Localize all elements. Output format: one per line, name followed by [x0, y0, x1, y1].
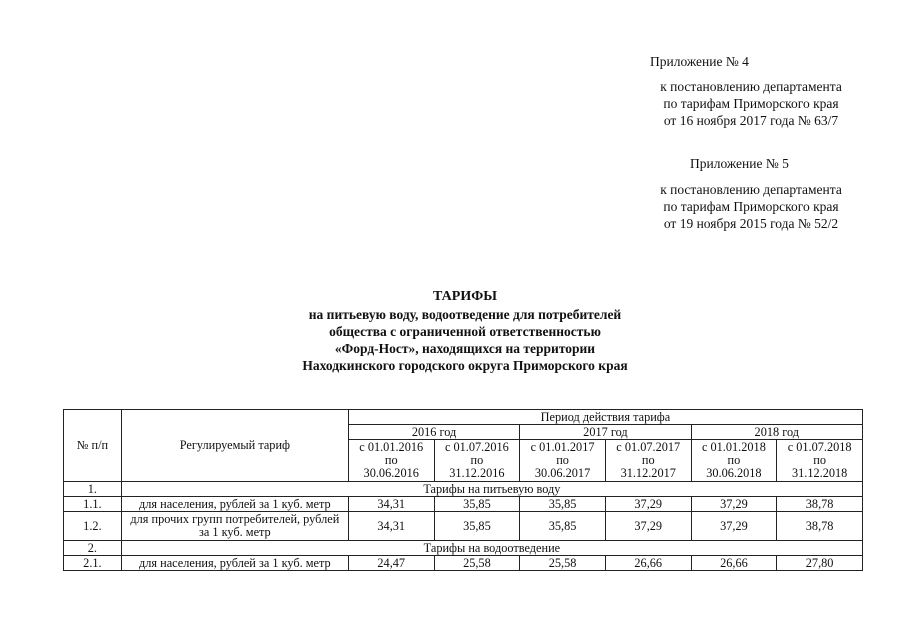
- tariff-value: 35,85: [434, 497, 520, 512]
- period-header: [777, 440, 863, 482]
- tariff-value: 37,29: [691, 512, 777, 541]
- period-header: [348, 440, 434, 482]
- period-from: с 01.01.2017: [530, 440, 595, 454]
- tariff-value: 26,66: [691, 556, 777, 571]
- tariff-value: 37,29: [605, 497, 691, 512]
- period-from: с 01.01.2018: [701, 440, 766, 454]
- appendix-5-line: от 19 ноября 2015 года № 52/2: [663, 216, 839, 231]
- heading-line: на питьевую воду, водоотведение для потребителей: [308, 307, 622, 322]
- section-row: [64, 541, 863, 556]
- heading-line: «Форд-Ност», находящихся на территории: [334, 341, 596, 356]
- tariff-value: 24,47: [348, 556, 434, 571]
- period-to: 30.06.2016: [363, 466, 419, 480]
- tariff-value: 25,58: [434, 556, 520, 571]
- document-heading: [230, 288, 700, 374]
- period-to: 31.12.2016: [449, 466, 505, 480]
- tariff-value: 38,78: [777, 512, 863, 541]
- appendix-4-title: Приложение № 4: [650, 54, 749, 69]
- table-row: [64, 512, 863, 541]
- appendix-4-line: от 16 ноября 2017 года № 63/7: [663, 113, 839, 128]
- section-number: 1.: [64, 482, 122, 497]
- period-from: с 01.01.2016: [359, 440, 424, 454]
- column-header-tariff: Регулируемый тариф: [121, 410, 348, 482]
- period-from: с 01.07.2017: [616, 440, 681, 454]
- tariff-value: 35,85: [520, 497, 606, 512]
- column-header-period: Период действия тарифа: [348, 410, 862, 425]
- section-title: Тарифы на водоотведение: [121, 541, 862, 556]
- tariff-value: 34,31: [348, 512, 434, 541]
- year-header: 2016 год: [348, 425, 519, 440]
- table-row: [64, 497, 863, 512]
- tariff-value: 25,58: [520, 556, 606, 571]
- tariff-table: [63, 409, 863, 571]
- row-number: 1.2.: [64, 512, 122, 541]
- table-header-row: [64, 410, 863, 425]
- appendix-4-line: по тарифам Приморского края: [663, 96, 839, 111]
- year-header: 2017 год: [520, 425, 691, 440]
- document-title: ТАРИФЫ: [433, 289, 497, 304]
- section-number: 2.: [64, 541, 122, 556]
- tariff-value: 37,29: [691, 497, 777, 512]
- tariff-value: 35,85: [434, 512, 520, 541]
- tariff-value: 34,31: [348, 497, 434, 512]
- tariff-value: 37,29: [605, 512, 691, 541]
- row-number: 1.1.: [64, 497, 122, 512]
- period-to: 30.06.2017: [534, 466, 591, 480]
- heading-line: общества с ограниченной ответственностью: [329, 324, 601, 339]
- period-to: 31.12.2017: [620, 466, 676, 480]
- section-row: [64, 482, 863, 497]
- period-to: 31.12.2018: [791, 466, 848, 480]
- period-to-word: по: [384, 453, 398, 467]
- period-to-word: по: [470, 453, 484, 467]
- period-to-word: по: [556, 453, 569, 467]
- appendix-5-reference: [636, 181, 866, 232]
- year-header: 2018 год: [691, 425, 862, 440]
- period-to-word: по: [727, 453, 741, 467]
- period-header: [691, 440, 777, 482]
- tariff-value: 38,78: [777, 497, 863, 512]
- tariff-value: 26,66: [605, 556, 691, 571]
- table-row: [64, 556, 863, 571]
- period-from: с 01.07.2018: [787, 440, 852, 454]
- period-header: [434, 440, 520, 482]
- section-title: Тарифы на питьевую воду: [121, 482, 862, 497]
- column-header-number: № п/п: [64, 410, 122, 482]
- period-to-word: по: [641, 453, 655, 467]
- row-tariff-name: для населения, рублей за 1 куб. метр: [121, 497, 348, 512]
- row-tariff-name: для прочих групп потребителей, рублей за 1 куб. метр: [121, 512, 348, 541]
- appendix-4-reference: [636, 78, 866, 129]
- appendix-5-line: к постановлению департамента: [660, 182, 842, 197]
- period-to-word: по: [813, 453, 826, 467]
- period-from: с 01.07.2016: [444, 440, 509, 454]
- heading-line: Находкинского городского округа Приморского края: [302, 358, 628, 373]
- row-number: 2.1.: [64, 556, 122, 571]
- period-header: [520, 440, 606, 482]
- tariff-value: 35,85: [520, 512, 606, 541]
- appendix-5-line: по тарифам Приморского края: [663, 199, 839, 214]
- row-tariff-name: для населения, рублей за 1 куб. метр: [121, 556, 348, 571]
- appendix-5-title: Приложение № 5: [690, 156, 789, 171]
- appendix-4-line: к постановлению департамента: [660, 79, 842, 94]
- tariff-value: 27,80: [777, 556, 863, 571]
- period-header: [605, 440, 691, 482]
- period-to: 30.06.2018: [706, 466, 762, 480]
